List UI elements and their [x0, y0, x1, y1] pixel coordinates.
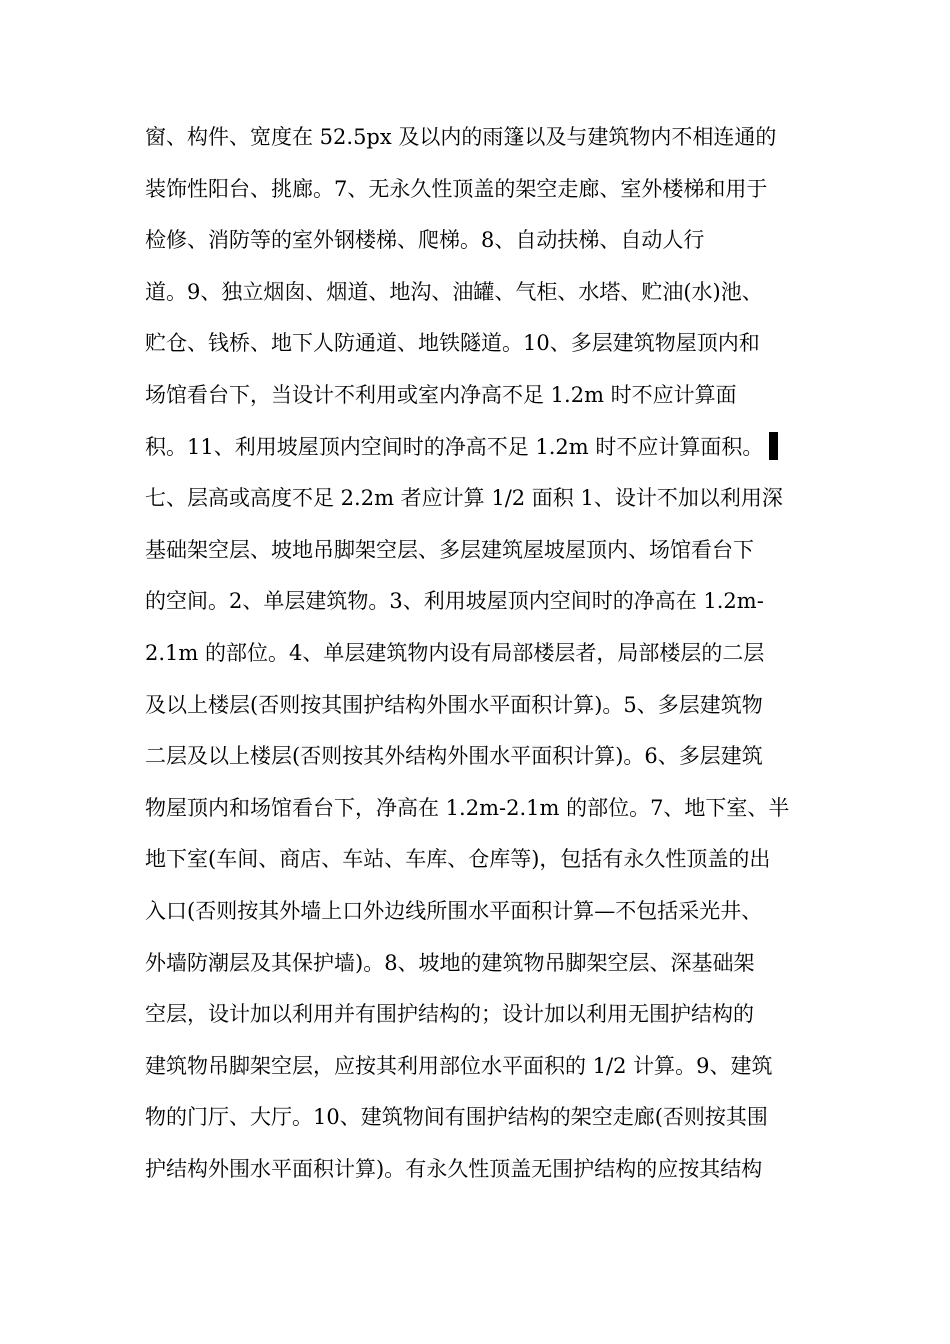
text-line: 及以上楼层(否则按其围护结构外围水平面积计算)。5、多层建筑物 [145, 692, 763, 717]
text-line: 地下室(车间、商店、车站、车库、仓库等)，包括有永久性顶盖的出 [145, 847, 771, 872]
text-line: 检修、消防等的室外钢楼梯、爬梯。8、自动扶梯、自动人行 [145, 228, 705, 253]
text-line: 物的门厅、大厅。10、建筑物间有围护结构的架空走廊(否则按其围 [145, 1105, 768, 1130]
text-line: 装饰性阳台、挑廊。7、无永久性顶盖的架空走廊、室外楼梯和用于 [145, 176, 768, 201]
text-line: 空层，设计加以利用并有围护结构的；设计加以利用无围护结构的 [145, 1002, 754, 1027]
text-line: 积。11、利用坡屋顶内空间时的净高不足 1.2m 时不应计算面积。 [145, 434, 764, 459]
text-line: 物屋顶内和场馆看台下，净高在 1.2m-2.1m 的部位。7、地下室、半 [145, 795, 790, 820]
text-line: 贮仓、钱桥、地下人防通道、地铁隧道。10、多层建筑物屋顶内和 [145, 331, 760, 356]
text-line: 基础架空层、坡地吊脚架空层、多层建筑屋坡屋顶内、场馆看台下 [145, 537, 754, 562]
text-line: 护结构外围水平面积计算)。有永久性顶盖无围护结构的应按其结构 [145, 1156, 763, 1181]
text-line: 入口(否则按其外墙上口外边线所围水平面积计算—不包括采光井、 [145, 898, 763, 923]
body-text [145, 112, 825, 1195]
text-line: 二层及以上楼层(否则按其外结构外围水平面积计算)。6、多层建筑 [145, 744, 763, 769]
text-line: 场馆看台下，当设计不利用或室内净高不足 1.2m 时不应计算面 [145, 382, 737, 407]
text-cursor-mark [769, 432, 778, 460]
text-line: 外墙防潮层及其保护墙)。8、坡地的建筑物吊脚架空层、深基础架 [145, 950, 755, 975]
text-line: 的空间。2、单层建筑物。3、利用坡屋顶内空间时的净高在 1.2m- [145, 589, 764, 614]
text-line: 建筑物吊脚架空层，应按其利用部位水平面积的 1/2 计算。9、建筑 [145, 1053, 773, 1078]
text-line: 窗、构件、宽度在 52.5px 及以内的雨篷以及与建筑物内不相连通的 [145, 125, 777, 149]
text-line: 七、层高或高度不足 2.2m 者应计算 1/2 面积 1、设计不加以利用深 [145, 486, 783, 511]
text-line: 2.1m 的部位。4、单层建筑物内设有局部楼层者，局部楼层的二层 [145, 640, 765, 665]
text-line: 道。9、独立烟囱、烟道、地沟、油罐、气柜、水塔、贮油(水)池、 [145, 279, 763, 304]
text-line-with-mark [145, 422, 825, 474]
